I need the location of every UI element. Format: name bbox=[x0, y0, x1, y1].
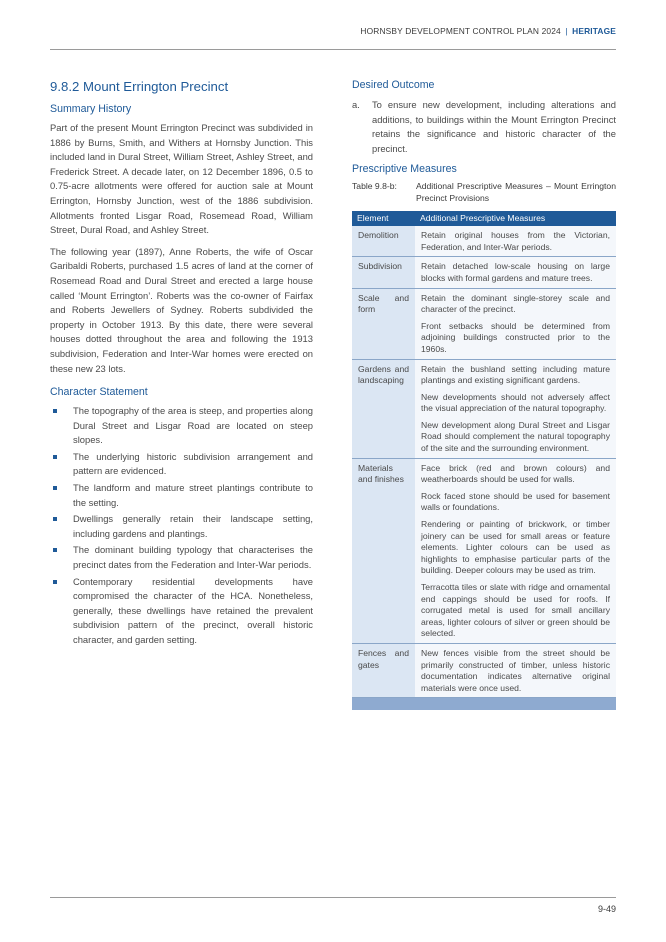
list-item bbox=[50, 512, 313, 541]
header-rule bbox=[50, 49, 616, 50]
bullet-icon bbox=[53, 486, 57, 490]
summary-paragraph: The following year (1897), Anne Roberts, the wife of Oscar Garibaldi Roberts, purchased 1.5 acres of land at the corner of Rosemead Road and Dural Street and erected a large house called ‘Mount Errington’. Roberts was the co-owner of Fairfax and Roberts Jewellers of Sydney. Roberts subdivided the property in October 1913. By this date, there were several houses dotted throughout the area and following the 1913 subdivision, Federation and Inter-War homes were erected on these new 23 lots. bbox=[50, 245, 313, 374]
outcome-item bbox=[352, 98, 616, 156]
list-item bbox=[50, 481, 313, 510]
bullet-icon bbox=[53, 455, 57, 459]
measure-text: New developments should not adversely affect the visual appreciation of the natural topography. bbox=[421, 391, 610, 414]
bullet-icon bbox=[53, 409, 57, 413]
measure-text: Retain the dominant single-storey scale and character of the precinct. bbox=[421, 292, 610, 315]
bullet-icon bbox=[53, 580, 57, 584]
list-item-text: Dwellings generally retain their landscape setting, including gardens and plantings. bbox=[73, 513, 313, 539]
list-item bbox=[50, 450, 313, 479]
measures-cell bbox=[415, 643, 616, 697]
measure-text: New development along Dural Street and Lisgar Road should complement the natural topography of the site and the surrounding environment. bbox=[421, 419, 610, 454]
section-title: 9.8.2 Mount Errington Precinct bbox=[50, 79, 229, 94]
document-title: HORNSBY DEVELOPMENT CONTROL PLAN 2024 bbox=[360, 26, 561, 36]
list-item bbox=[50, 404, 313, 448]
measure-text: Rock faced stone should be used for basement walls or foundations. bbox=[421, 490, 610, 513]
prescriptive-measures-table bbox=[352, 211, 616, 711]
measures-cell bbox=[415, 359, 616, 458]
table-row bbox=[352, 226, 616, 257]
bullet-icon bbox=[53, 548, 57, 552]
measure-text: Retain original houses from the Victorian, Federation, and Inter-War periods. bbox=[421, 230, 610, 252]
measure-text: Retain detached low-scale housing on large blocks with formal gardens and mature trees. bbox=[421, 261, 610, 283]
summary-paragraph: Part of the present Mount Errington Precinct was subdivided in 1886 by Burns, Smith, and Withers at Hornsby Junction. This included land in Dural Street, William Street, Ashley Street, and Frederick Street. A decade later, on 12 December 1896, 0.5 to 0.75-acre allotments were offered for auction sale at Mount Errington, Hornsby Junction, west of the 1886 subdivision. Allotments fronted Lisgar Road, Rosemead Road, William Street, Dural Road, and Ashley Street. bbox=[50, 122, 313, 236]
table-row bbox=[352, 288, 616, 359]
measure-text: Terracotta tiles or slate with ridge and ornamental end cappings should be used for roofs. If corrugated metal is used for small ancillary areas, lighter colours of silver or green should be selected. bbox=[421, 582, 610, 639]
measure-text: Front setbacks should be determined from adjoining buildings constructed prior to the 1960s. bbox=[421, 320, 610, 354]
footer-rule bbox=[50, 897, 616, 898]
list-item bbox=[50, 543, 313, 572]
left-column bbox=[50, 79, 313, 650]
summary-history-heading: Summary History bbox=[50, 103, 132, 115]
measures-cell bbox=[415, 458, 616, 643]
table-number: Table 9.8-b: bbox=[352, 181, 397, 192]
list-item-text: The underlying historic subdivision arrangement and pattern are evidenced. bbox=[73, 450, 313, 477]
table-row bbox=[352, 643, 616, 697]
list-item-text: The dominant building typology that characterises the precinct dates from the Federation and Inter-War periods. bbox=[73, 544, 313, 571]
measure-text: New fences visible from the street should be primarily constructed of timber, unless historic documentation indicates alternative original materials were once used. bbox=[421, 647, 610, 693]
list-item-text: The topography of the area is steep, and properties along Dural Street and Lisgar Road are located on steep slopes. bbox=[73, 405, 313, 446]
table-row bbox=[352, 458, 616, 643]
bullet-icon bbox=[53, 517, 57, 521]
list-item bbox=[50, 575, 313, 648]
table-title: Additional Prescriptive Measures – Mount Errington Precinct Provisions bbox=[416, 181, 616, 203]
right-column bbox=[352, 79, 616, 710]
prescriptive-measures-heading: Prescriptive Measures bbox=[352, 163, 457, 176]
element-cell: Scale and form bbox=[352, 288, 415, 359]
element-cell: Materials and finishes bbox=[352, 458, 415, 643]
table-footer-bar bbox=[352, 698, 616, 711]
column-header-element: Element bbox=[352, 211, 415, 227]
table-caption bbox=[352, 181, 616, 204]
desired-outcome-heading: Desired Outcome bbox=[352, 79, 435, 91]
measures-cell bbox=[415, 288, 616, 359]
measure-text: Rendering or painting of brickwork, or timber joinery can be used for small areas or feature elements. Lighter colours can be used as highlights to emphasise particular parts of the building. Deeper colours may be used as trim. bbox=[421, 519, 610, 576]
table-footer-row bbox=[352, 698, 616, 711]
page-number: 9-49 bbox=[597, 904, 616, 914]
section-tag: HERITAGE bbox=[572, 26, 616, 36]
element-cell: Subdivision bbox=[352, 257, 415, 288]
measure-text: Face brick (red and brown colours) and weatherboards should be used for walls. bbox=[421, 462, 610, 485]
outcome-text: To ensure new development, including alterations and additions, to buildings within the Mount Errington Precinct retains the significance and historic character of the precinct. bbox=[372, 99, 616, 154]
character-list bbox=[50, 404, 313, 648]
column-header-measures: Additional Prescriptive Measures bbox=[415, 211, 616, 227]
element-cell: Demolition bbox=[352, 226, 415, 257]
list-item-text: Contemporary residential developments have compromised the character of the HCA. Nonetheless, generally, these dwellings have retained the prevalent subdivision pattern of the precinct, overall historic character, and garden setting. bbox=[73, 575, 313, 645]
element-cell: Fences and gates bbox=[352, 643, 415, 697]
measures-cell bbox=[415, 257, 616, 288]
page-header bbox=[360, 26, 616, 36]
table-row bbox=[352, 257, 616, 288]
table-row bbox=[352, 359, 616, 458]
measure-text: Retain the bushland setting including mature plantings and existing significant gardens. bbox=[421, 363, 610, 386]
outcome-marker: a. bbox=[352, 99, 360, 110]
measures-cell bbox=[415, 226, 616, 257]
table-header-row bbox=[352, 211, 616, 227]
element-cell: Gardens and landscaping bbox=[352, 359, 415, 458]
header-separator: | bbox=[565, 26, 568, 36]
list-item-text: The landform and mature street plantings contribute to the setting. bbox=[73, 482, 313, 508]
character-statement-heading: Character Statement bbox=[50, 386, 148, 399]
